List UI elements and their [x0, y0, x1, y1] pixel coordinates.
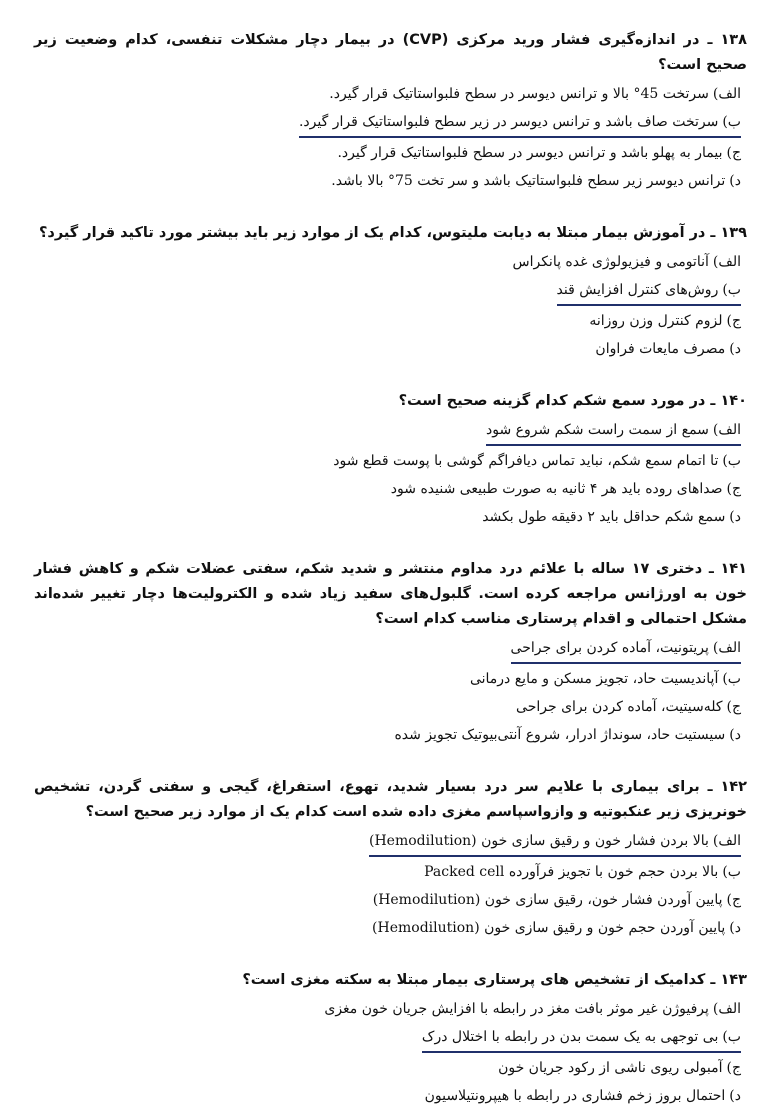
option-be [34, 860, 741, 885]
option-jim [34, 477, 741, 502]
option-text: مصرف مایعات فراوان [595, 341, 726, 357]
option-letter: ب) [722, 864, 741, 880]
question-143 [34, 968, 747, 1109]
question-stem: در آموزش بیمار مبتلا به دیابت ملیتوس، کدام یک از موارد زیر باید بیشتر مورد تاکید قرار گیرد؟ [39, 225, 706, 241]
question-stem: در مورد سمع شکم کدام گزینه صحیح است؟ [398, 393, 706, 409]
option-text: پایین آوردن حجم خون و رقیق سازی خون (Hemodilution) [372, 920, 726, 936]
question-text: ۱۴۰ ـ در مورد سمع شکم کدام گزینه صحیح است؟ [398, 393, 747, 409]
option-alef-underlined [369, 829, 741, 857]
option-alef [34, 250, 741, 275]
question-text: ۱۴۱ ـ دختری ۱۷ ساله با علائم درد مداوم منتشر و شدید شکم، سفتی عضلات شکم و کاهش فشار خون به اورژانس مراجعه کرده است. گلبول‌های سفید زیاد شده و الکترولیت‌ها دچار تغییر شده‌اند مشکل احتمالی و اقدام پرستاری مناسب کدام است؟ [34, 561, 748, 627]
question-number: ۱۳۸ [720, 32, 747, 48]
option-text: آمبولی ریوی ناشی از رکود جریان خون [498, 1060, 723, 1076]
option-text: سرتخت 45° بالا و ترانس دیوسر در سطح فلبواستاتیک قرار گیرد. [329, 86, 709, 102]
option-alef [34, 82, 741, 107]
question-139 [34, 221, 747, 362]
option-letter: د) [729, 509, 741, 525]
option-dal [34, 169, 741, 194]
option-text: پریتونیت، آماده کردن برای جراحی [510, 640, 709, 656]
question-stem: برای بیماری با علایم سر درد بسیار شدید، تهوع، استفراغ، گیجی و سفتی گردن، تشخیص خونریزی زیر عنکبوتیه و وازواسپاسم مغزی داده شده است کدام یک از موارد زیر صحیح است؟ [34, 779, 747, 820]
option-be [34, 449, 741, 474]
option-text: ترانس دیوسر زیر سطح فلبواستاتیک باشد و سر تخت 75° بالا باشد. [331, 173, 726, 189]
option-letter: د) [729, 920, 741, 936]
question-stem: کدامیک از تشخیص های پرستاری بیمار مبتلا به سکته مغزی است؟ [242, 972, 706, 988]
question-140 [34, 389, 747, 530]
option-letter: الف) [712, 254, 741, 270]
option-letter: ج) [726, 313, 741, 329]
question-number: ۱۴۰ [720, 393, 747, 409]
option-letter: ب) [722, 671, 741, 687]
option-text: سمع شکم حداقل باید ۲ دقیقه طول بکشد [482, 509, 726, 525]
option-jim [34, 1056, 741, 1081]
option-letter: ب) [722, 1029, 741, 1045]
option-text: احتمال بروز زخم فشاری در رابطه با هیپرونتیلاسیون [424, 1088, 726, 1104]
option-alef [34, 997, 741, 1022]
option-text: بیمار به پهلو باشد و ترانس دیوسر در سطح فلبواستاتیک قرار گیرد. [337, 145, 723, 161]
option-text: بالا بردن فشار خون و رقیق سازی خون (Hemodilution) [369, 833, 709, 849]
question-141 [34, 557, 747, 748]
option-letter: الف) [712, 86, 741, 102]
question-number: ۱۳۹ [720, 225, 747, 241]
option-text: بالا بردن حجم خون با تجویز فرآورده Packed cell [424, 864, 719, 880]
option-dal [34, 1084, 741, 1109]
option-jim [34, 888, 741, 913]
option-letter: الف) [712, 640, 741, 656]
option-dal [34, 723, 741, 748]
question-text: ۱۳۹ ـ در آموزش بیمار مبتلا به دیابت ملیتوس، کدام یک از موارد زیر باید بیشتر مورد تاکید قرار گیرد؟ [39, 225, 747, 241]
option-text: روش‌های کنترل افزایش قند [556, 282, 719, 298]
option-be-underlined [422, 1025, 741, 1053]
option-be-underlined [299, 110, 741, 138]
question-142 [34, 775, 747, 941]
option-letter: ج) [726, 892, 741, 908]
question-number: ۱۴۱ [720, 561, 748, 577]
option-dal [34, 916, 741, 941]
option-letter: د) [729, 173, 741, 189]
option-text: لزوم کنترل وزن روزانه [589, 313, 723, 329]
option-text: تا اتمام سمع شکم، نباید تماس دیافراگم گوشی با پوست قطع شود [333, 453, 719, 469]
option-text: سرتخت صاف باشد و ترانس دیوسر در زیر سطح فلبواستاتیک قرار گیرد. [298, 114, 719, 130]
question-number: ۱۴۳ [720, 972, 747, 988]
option-letter: د) [729, 341, 741, 357]
option-letter: د) [729, 1088, 741, 1104]
option-letter: ب) [722, 282, 741, 298]
option-text: سمع از سمت راست شکم شروع شود [486, 422, 709, 438]
option-text: آپاندیسیت حاد، تجویز مسکن و مایع درمانی [469, 671, 719, 687]
question-138 [34, 28, 747, 194]
option-letter: الف) [712, 422, 741, 438]
question-text: ۱۴۳ ـ کدامیک از تشخیص های پرستاری بیمار مبتلا به سکته مغزی است؟ [242, 972, 747, 988]
option-text: پرفیوژن غیر موثر بافت مغز در رابطه با افزایش جریان خون مغزی [324, 1001, 709, 1017]
option-letter: ج) [726, 699, 741, 715]
option-alef-underlined [486, 418, 741, 446]
option-text: کله‌سیتیت، آماده کردن برای جراحی [516, 699, 723, 715]
option-be [34, 667, 741, 692]
option-be-underlined [557, 278, 741, 306]
option-letter: ج) [726, 481, 741, 497]
option-text: صداهای روده باید هر ۴ ثانیه به صورت طبیعی شنیده شود [390, 481, 723, 497]
option-jim [34, 695, 741, 720]
option-text: سیستیت حاد، سونداژ ادرار، شروع آنتی‌بیوتیک تجویز شده [394, 727, 726, 743]
option-dal [34, 337, 741, 362]
option-text: آناتومی و فیزیولوژی غده پانکراس [512, 254, 709, 270]
question-text: ۱۳۸ ـ در اندازه‌گیری فشار ورید مرکزی (CVP) در بیمار دچار مشکلات تنفسی، کدام وضعیت زیر صحیح است؟ [34, 32, 747, 73]
option-letter: الف) [712, 1001, 741, 1017]
option-alef-underlined [511, 636, 741, 664]
option-letter: د) [729, 727, 741, 743]
question-stem: در اندازه‌گیری فشار ورید مرکزی (CVP) در بیمار دچار مشکلات تنفسی، کدام وضعیت زیر صحیح است؟ [34, 32, 747, 73]
option-letter: الف) [712, 833, 741, 849]
option-dal [34, 505, 741, 530]
question-stem: دختری ۱۷ ساله با علائم درد مداوم منتشر و شدید شکم، سفتی عضلات شکم و کاهش فشار خون به اورژانس مراجعه کرده است. گلبول‌های سفید زیاد شده و الکترولیت‌ها دچار تغییر شده‌اند مشکل احتمالی و اقدام پرستاری مناسب کدام است؟ [34, 561, 747, 627]
option-letter: ب) [722, 114, 741, 130]
option-letter: ب) [722, 453, 741, 469]
option-letter: ج) [726, 145, 741, 161]
option-jim [34, 309, 741, 334]
option-jim [34, 141, 741, 166]
option-text: پایین آوردن فشار خون، رقیق سازی خون (Hemodilution) [372, 892, 723, 908]
option-letter: ج) [726, 1060, 741, 1076]
option-text: بی توجهی به یک سمت بدن در رابطه با اختلال درک [421, 1029, 719, 1045]
question-number: ۱۴۲ [720, 779, 747, 795]
question-text: ۱۴۲ ـ برای بیماری با علایم سر درد بسیار شدید، تهوع، استفراغ، گیجی و سفتی گردن، تشخیص خونریزی زیر عنکبوتیه و وازواسپاسم مغزی داده شده است کدام یک از موارد زیر صحیح است؟ [34, 779, 747, 820]
